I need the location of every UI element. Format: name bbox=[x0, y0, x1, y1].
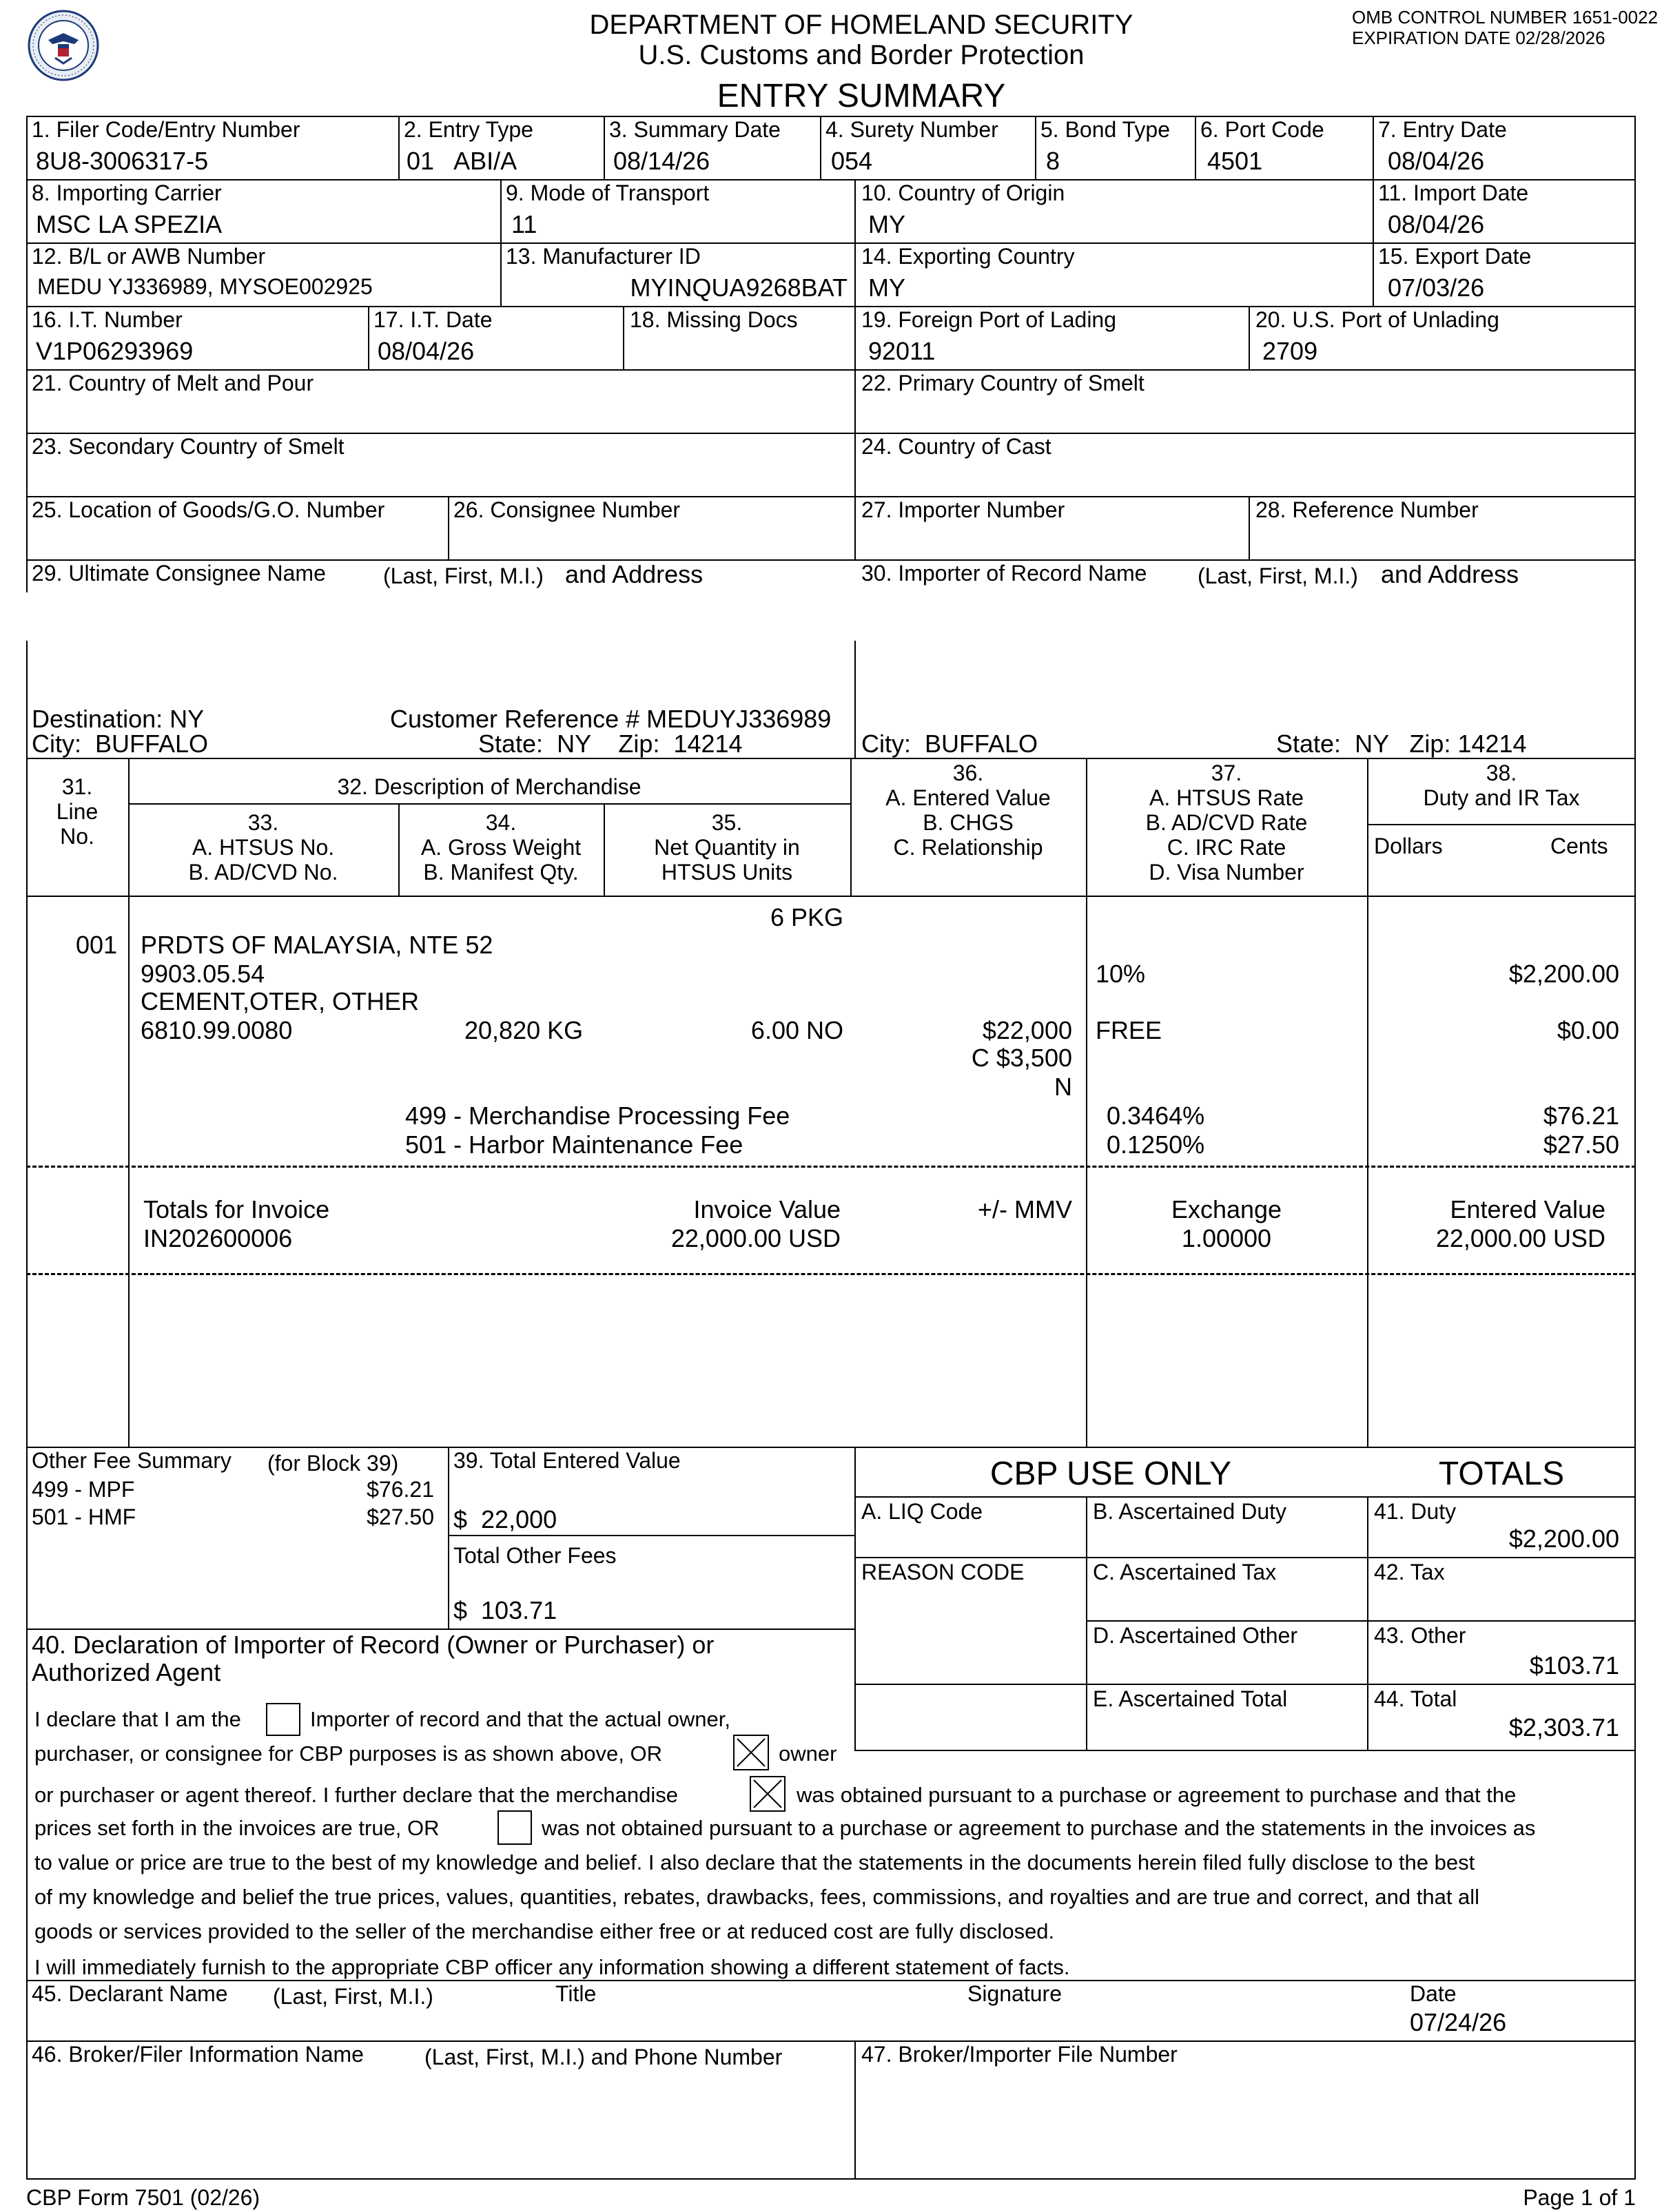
mpf-amount: $76.21 bbox=[367, 1477, 434, 1502]
entered-value: $22,000 bbox=[982, 1016, 1072, 1044]
ascertained-other-label: D. Ascertained Other bbox=[1093, 1623, 1298, 1648]
col37-d: D. Visa Number bbox=[1149, 860, 1304, 885]
signature-label: Signature bbox=[967, 1981, 1062, 2006]
declaration-line-6: of my knowledge and belief the true prices, values, quantities, rebates, drawbacks, fees, commissions, and royalties and are true and correct, and that all bbox=[34, 1885, 1480, 1909]
col38-dollars: Dollars bbox=[1374, 834, 1443, 858]
importer-number-label: 27. Importer Number bbox=[861, 497, 1065, 522]
col36-b: B. CHGS bbox=[923, 810, 1014, 835]
broker-sub: (Last, First, M.I.) and Phone Number bbox=[424, 2045, 783, 2069]
it-date-value: 08/04/26 bbox=[378, 337, 475, 365]
line-number: 001 bbox=[75, 931, 118, 959]
total-label: 44. Total bbox=[1374, 1686, 1457, 1711]
exchange-label: Exchange bbox=[1171, 1195, 1282, 1223]
secondary-smelt-label: 23. Secondary Country of Smelt bbox=[32, 434, 345, 459]
bond-type-label: 5. Bond Type bbox=[1040, 117, 1170, 142]
duty-total: $2,200.00 bbox=[1508, 1524, 1619, 1553]
declaration-line-3b: was obtained pursuant to a purchase or agreement to purchase and that the bbox=[797, 1783, 1517, 1807]
carrier-label: 8. Importing Carrier bbox=[32, 180, 222, 205]
mode-label: 9. Mode of Transport bbox=[506, 180, 710, 205]
hts-number-1: 9903.05.54 bbox=[141, 960, 265, 988]
melt-pour-label: 21. Country of Melt and Pour bbox=[32, 371, 314, 395]
entry-type-value: 01 ABI/A bbox=[407, 147, 517, 175]
export-date-value: 07/03/26 bbox=[1388, 273, 1485, 302]
summary-date-value: 08/14/26 bbox=[613, 147, 710, 175]
total-other-label: Total Other Fees bbox=[453, 1543, 617, 1568]
totals-invoice-label: Totals for Invoice bbox=[143, 1195, 330, 1223]
grand-total: $2,303.71 bbox=[1508, 1713, 1619, 1741]
col33-a: A. HTSUS No. bbox=[192, 835, 335, 860]
entry-date-value: 08/04/26 bbox=[1388, 147, 1485, 175]
col31-no: No. bbox=[60, 824, 94, 849]
missing-docs-label: 18. Missing Docs bbox=[630, 307, 798, 332]
duty-2: $0.00 bbox=[1557, 1016, 1619, 1044]
omb-number: OMB CONTROL NUMBER 1651-0022 bbox=[1352, 7, 1659, 28]
filer-value: 8U8-3006317-5 bbox=[36, 147, 209, 175]
col34-num: 34. bbox=[485, 810, 517, 835]
it-date-label: 17. I.T. Date bbox=[373, 307, 493, 332]
port-code-value: 4501 bbox=[1207, 147, 1263, 175]
location-goods-label: 25. Location of Goods/G.O. Number bbox=[32, 497, 385, 522]
unlading-label: 20. U.S. Port of Unlading bbox=[1255, 307, 1499, 332]
bl-value: MEDU YJ336989, MYSOE002925 bbox=[37, 274, 373, 299]
reason-code-label: REASON CODE bbox=[861, 1560, 1025, 1584]
origin-label: 10. Country of Origin bbox=[861, 180, 1065, 205]
col38-label: Duty and IR Tax bbox=[1423, 785, 1580, 810]
fee-501-desc: 501 - Harbor Maintenance Fee bbox=[405, 1130, 743, 1159]
invoice-value-label: Invoice Value bbox=[693, 1195, 841, 1223]
importer-label: 30. Importer of Record Name bbox=[861, 561, 1147, 586]
port-code-label: 6. Port Code bbox=[1200, 117, 1324, 142]
not-obtained-checkbox[interactable] bbox=[497, 1810, 532, 1845]
fee-summary-label: Other Fee Summary bbox=[32, 1448, 232, 1473]
col36-a: A. Entered Value bbox=[885, 785, 1051, 810]
country-cast-label: 24. Country of Cast bbox=[861, 434, 1051, 459]
owner-checkbox[interactable] bbox=[733, 1735, 769, 1770]
hts-number-2: 6810.99.0080 bbox=[141, 1016, 293, 1044]
other-total: $103.71 bbox=[1529, 1651, 1619, 1679]
col35-a: Net Quantity in bbox=[654, 835, 800, 860]
declaration-line-2a: purchaser, or consignee for CBP purposes is as shown above, OR bbox=[34, 1741, 662, 1766]
check-x-icon bbox=[751, 1777, 784, 1810]
ascertained-duty-label: B. Ascertained Duty bbox=[1093, 1499, 1287, 1524]
declarant-name-label: 45. Declarant Name bbox=[32, 1981, 228, 2006]
col38-cents: Cents bbox=[1550, 834, 1608, 858]
col34-b: B. Manifest Qty. bbox=[423, 860, 579, 885]
fee-501-amount: $27.50 bbox=[1543, 1130, 1619, 1159]
total-other-value: $ 103.71 bbox=[453, 1596, 557, 1624]
declaration-line-8: I will immediately furnish to the appropriate CBP officer any information showing a different statement of facts. bbox=[34, 1955, 1070, 1979]
col34-a: A. Gross Weight bbox=[420, 835, 582, 860]
bl-label: 12. B/L or AWB Number bbox=[32, 244, 266, 269]
declaration-line-7: goods or services provided to the seller of the merchandise either free or at reduced cost are fully disclosed. bbox=[34, 1919, 1055, 1943]
mode-value: 11 bbox=[511, 210, 537, 238]
fee-499-desc: 499 - Merchandise Processing Fee bbox=[405, 1102, 790, 1130]
date-label: Date bbox=[1410, 1981, 1457, 2006]
filer-label: 1. Filer Code/Entry Number bbox=[32, 117, 300, 142]
hmf-label: 501 - HMF bbox=[32, 1505, 136, 1529]
title-label: Title bbox=[555, 1981, 597, 2006]
broker-file-label: 47. Broker/Importer File Number bbox=[861, 2042, 1178, 2067]
import-date-value: 08/04/26 bbox=[1388, 210, 1485, 238]
entered-value-label: Entered Value bbox=[1450, 1195, 1605, 1223]
import-date-label: 11. Import Date bbox=[1378, 180, 1529, 205]
it-number-label: 16. I.T. Number bbox=[32, 307, 183, 332]
tax-label: 42. Tax bbox=[1374, 1560, 1445, 1584]
it-number-value: V1P06293969 bbox=[36, 337, 194, 365]
desc-line1: PRDTS OF MALAYSIA, NTE 52 bbox=[141, 931, 493, 959]
totals-title: TOTALS bbox=[1438, 1456, 1565, 1492]
fee-499-amount: $76.21 bbox=[1543, 1102, 1619, 1130]
col35-b: HTSUS Units bbox=[661, 860, 793, 885]
declaration-line-5: to value or price are true to the best of my knowledge and belief. I also declare that the statements in the documents herein filed fully disclose to the best bbox=[34, 1850, 1475, 1874]
fee-501-rate: 0.1250% bbox=[1107, 1130, 1205, 1159]
reference-number-label: 28. Reference Number bbox=[1255, 497, 1479, 522]
fee-499-rate: 0.3464% bbox=[1107, 1102, 1205, 1130]
page-title: ENTRY SUMMARY bbox=[717, 78, 1006, 114]
consignee-label: 29. Ultimate Consignee Name bbox=[32, 561, 326, 586]
consignee-sub: (Last, First, M.I.) bbox=[383, 564, 544, 588]
declaration-line-4a: prices set forth in the invoices are true, OR bbox=[34, 1816, 440, 1840]
expiration-date: EXPIRATION DATE 02/28/2026 bbox=[1352, 28, 1605, 48]
other-label: 43. Other bbox=[1374, 1623, 1466, 1648]
col31-line: Line bbox=[56, 799, 99, 824]
cbp-use-only-title: CBP USE ONLY bbox=[989, 1456, 1232, 1492]
gross-weight: 20,820 KG bbox=[464, 1016, 584, 1044]
lading-value: 92011 bbox=[868, 337, 936, 365]
entered-value-total: 22,000.00 USD bbox=[1435, 1224, 1605, 1252]
consignee-state-zip: State: NY Zip: 14214 bbox=[478, 730, 743, 758]
cbp-seal-icon bbox=[28, 10, 99, 81]
charges: C $3,500 bbox=[971, 1044, 1072, 1072]
surety-label: 4. Surety Number bbox=[825, 117, 998, 142]
entry-type-label: 2. Entry Type bbox=[404, 117, 533, 142]
ascertained-tax-label: C. Ascertained Tax bbox=[1093, 1560, 1277, 1584]
agency-title: U.S. Customs and Border Protection bbox=[638, 40, 1085, 70]
total-entered-value: $ 22,000 bbox=[453, 1505, 557, 1533]
declaration-heading-1: 40. Declaration of Importer of Record (Owner or Purchaser) or bbox=[32, 1631, 715, 1659]
origin-value: MY bbox=[868, 210, 905, 238]
rate-2: FREE bbox=[1096, 1016, 1162, 1044]
col35-num: 35. bbox=[711, 810, 743, 835]
surety-value: 054 bbox=[831, 147, 873, 175]
desc-line2: CEMENT,OTER, OTHER bbox=[141, 987, 420, 1015]
hmf-amount: $27.50 bbox=[367, 1505, 434, 1529]
col38-num: 38. bbox=[1486, 761, 1517, 785]
ascertained-total-label: E. Ascertained Total bbox=[1093, 1686, 1288, 1711]
invoice-value: 22,000.00 USD bbox=[670, 1224, 841, 1252]
declaration-line-1a: I declare that I am the bbox=[34, 1707, 241, 1731]
destination: Destination: NY bbox=[32, 705, 205, 733]
page-number: Page 1 of 1 bbox=[1523, 2185, 1636, 2210]
col37-c: C. IRC Rate bbox=[1167, 835, 1286, 860]
exporting-country-label: 14. Exporting Country bbox=[861, 244, 1075, 269]
duty-1: $2,200.00 bbox=[1508, 960, 1619, 988]
col33-num: 33. bbox=[247, 810, 279, 835]
importer-sub: (Last, First, M.I.) bbox=[1198, 564, 1358, 588]
col31-num: 31. bbox=[61, 774, 93, 799]
declaration-line-1b: Importer of record and that the actual owner, bbox=[310, 1707, 731, 1731]
form-number: CBP Form 7501 (02/26) bbox=[26, 2185, 260, 2210]
invoice-number: IN202600006 bbox=[143, 1224, 293, 1252]
carrier-value: MSC LA SPEZIA bbox=[36, 210, 223, 238]
obtained-checkbox[interactable] bbox=[750, 1776, 786, 1812]
col32-label: 32. Description of Merchandise bbox=[337, 774, 642, 799]
export-date-label: 15. Export Date bbox=[1378, 244, 1532, 269]
exchange-rate: 1.00000 bbox=[1181, 1224, 1272, 1252]
declaration-line-2b: owner bbox=[779, 1741, 837, 1766]
manufacturer-value: MYINQUA9268BAT bbox=[630, 273, 848, 302]
col36-c: C. Relationship bbox=[893, 835, 1043, 860]
rate-1: 10% bbox=[1096, 960, 1146, 988]
mmv-label: +/- MMV bbox=[977, 1195, 1072, 1223]
package-count: 6 PKG bbox=[770, 903, 843, 931]
lading-label: 19. Foreign Port of Lading bbox=[861, 307, 1117, 332]
consignee-address-label: and Address bbox=[565, 560, 704, 588]
unlading-value: 2709 bbox=[1262, 337, 1318, 365]
primary-smelt-label: 22. Primary Country of Smelt bbox=[861, 371, 1145, 395]
declarant-name-sub: (Last, First, M.I.) bbox=[273, 1984, 433, 2009]
importer-city: City: BUFFALO bbox=[861, 730, 1038, 758]
manufacturer-label: 13. Manufacturer ID bbox=[506, 244, 701, 269]
declaration-date: 07/24/26 bbox=[1410, 2008, 1507, 2036]
summary-date-label: 3. Summary Date bbox=[609, 117, 781, 142]
check-x-icon bbox=[735, 1736, 768, 1769]
declaration-line-3a: or purchaser or agent thereof. I further declare that the merchandise bbox=[34, 1783, 678, 1807]
net-quantity: 6.00 NO bbox=[750, 1016, 843, 1044]
broker-label: 46. Broker/Filer Information Name bbox=[32, 2042, 364, 2067]
block39-label: (for Block 39) bbox=[267, 1451, 399, 1476]
importer-state-zip: State: NY Zip: 14214 bbox=[1276, 730, 1527, 758]
duty-label: 41. Duty bbox=[1374, 1499, 1457, 1524]
bond-type-value: 8 bbox=[1046, 147, 1060, 175]
mpf-label: 499 - MPF bbox=[32, 1477, 135, 1502]
declaration-line-4b: was not obtained pursuant to a purchase or agreement to purchase and the statements in the invoices as bbox=[542, 1816, 1536, 1840]
customer-reference: Customer Reference # MEDUYJ336989 bbox=[390, 705, 832, 733]
consignee-city: City: BUFFALO bbox=[32, 730, 209, 758]
total-entered-label: 39. Total Entered Value bbox=[453, 1448, 681, 1473]
importer-checkbox[interactable] bbox=[266, 1703, 300, 1736]
consignee-number-label: 26. Consignee Number bbox=[453, 497, 681, 522]
declaration-heading-2: Authorized Agent bbox=[32, 1658, 221, 1686]
liq-code-label: A. LIQ Code bbox=[861, 1499, 983, 1524]
col37-num: 37. bbox=[1211, 761, 1242, 785]
col37-a: A. HTSUS Rate bbox=[1149, 785, 1304, 810]
col33-b: B. AD/CVD No. bbox=[188, 860, 338, 885]
relationship: N bbox=[1054, 1073, 1072, 1101]
importer-address-label: and Address bbox=[1381, 560, 1519, 588]
entry-date-label: 7. Entry Date bbox=[1378, 117, 1507, 142]
col37-b: B. AD/CVD Rate bbox=[1145, 810, 1308, 835]
department-title: DEPARTMENT OF HOMELAND SECURITY bbox=[589, 10, 1133, 40]
col36-num: 36. bbox=[952, 761, 984, 785]
exporting-country-value: MY bbox=[868, 273, 905, 302]
